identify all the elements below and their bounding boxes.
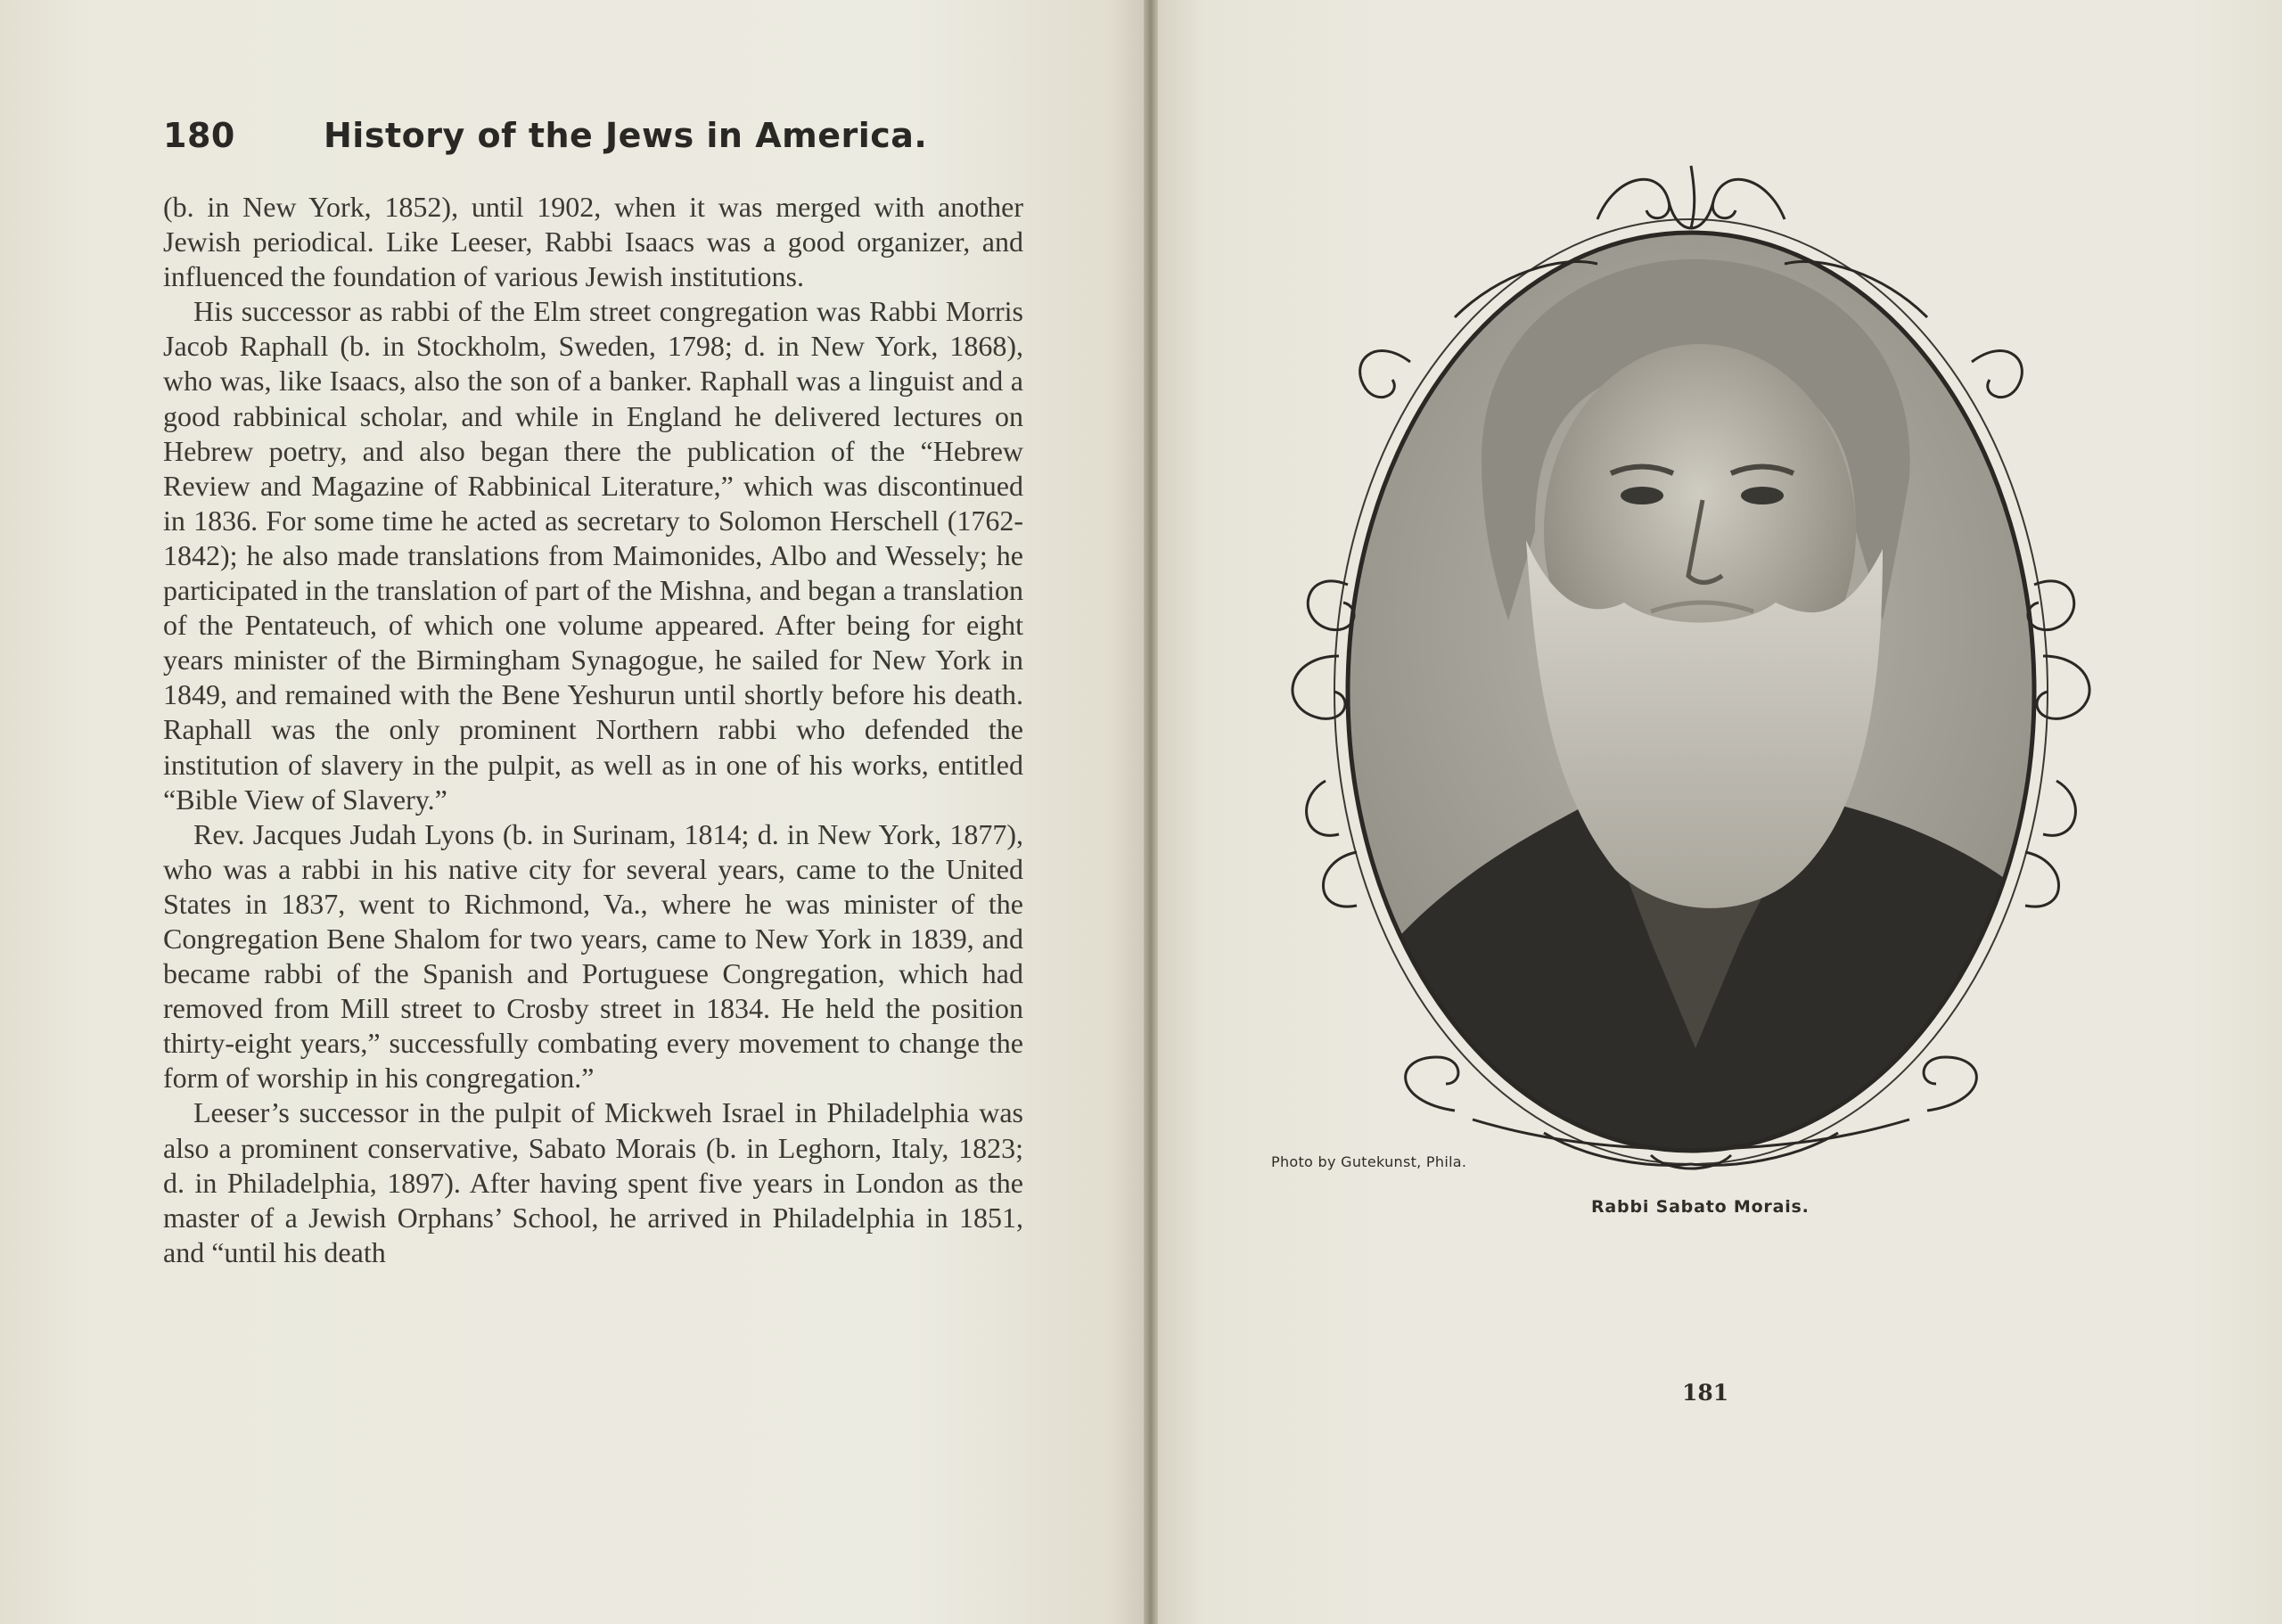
portrait-plate xyxy=(1276,157,2106,1182)
portrait-caption: Rabbi Sabato Morais. xyxy=(1591,1197,1810,1217)
book-gutter xyxy=(1144,0,1158,1624)
running-head xyxy=(163,116,1023,155)
running-title: History of the Jews in America. xyxy=(324,116,928,155)
paragraph: Rev. Jacques Judah Lyons (b. in Surinam, 1814; d. in New York, 1877), who was a rabbi in his native city for several years, came to the United States in 1837, went to Richmond, Va., where he was minister of the Congregation Bene Shalom for two years, came to New York in 1839, and became rabbi of the Spanish and Portuguese Congregation, which had removed from Mill street to Crosby street in 1834. He held the position thirty-eight years,” successfully combating every movement to change the form of worship in his congregation.” xyxy=(163,817,1023,1095)
paragraph: His successor as rabbi of the Elm street congregation was Rabbi Morris Jacob Raphall (b. in Stockholm, Sweden, 1798; d. in New York, 1868), who was, like Isaacs, also the son of a banker. Raphall was a linguist and a good rabbinical scholar, and while in England he delivered lectures on Hebrew poetry, and also began there the publication of the “Hebrew Review and Magazine of Rabbinical Literature,” which was discontinued in 1836. For some time he acted as secretary to Solomon Herschell (1762-1842); he also made translations from Maimonides, Albo and Wessely; he participated in the translation of part of the Mishna, and began a translation of the Pentateuch, of which one volume appeared. After being for eight years minister of the Birmingham Synagogue, he sailed for New York in 1849, and remained with the Bene Yeshurun until shortly before his death. Raphall was the only prominent Northern rabbi who defended the institution of slavery in the pulpit, as well as in one of his works, entitled “Bible View of Slavery.” xyxy=(163,295,1023,816)
paragraph: Leeser’s successor in the pulpit of Mickweh Israel in Philadelphia was also a prominent conservative, Sabato Morais (b. in Leghorn, Italy, 1823; d. in Philadelphia, 1897). After having spent five years in London as the master of a Jewish Orphans’ School, he arrived in Philadelphia in 1851, and “until his death xyxy=(163,1096,1023,1268)
page-number-right: 181 xyxy=(1682,1380,1729,1406)
body-text xyxy=(163,190,1023,1270)
page-number-left: 180 xyxy=(163,116,235,155)
paragraph: (b. in New York, 1852), until 1902, when it was merged with another Jewish periodical. Like Leeser, Rabbi Isaacs was a good organizer, and influenced the foundation of various Jewish institutions. xyxy=(163,191,1023,293)
portrait-icon xyxy=(1276,157,2106,1182)
photo-credit: Photo by Gutekunst, Phila. xyxy=(1271,1153,1467,1170)
